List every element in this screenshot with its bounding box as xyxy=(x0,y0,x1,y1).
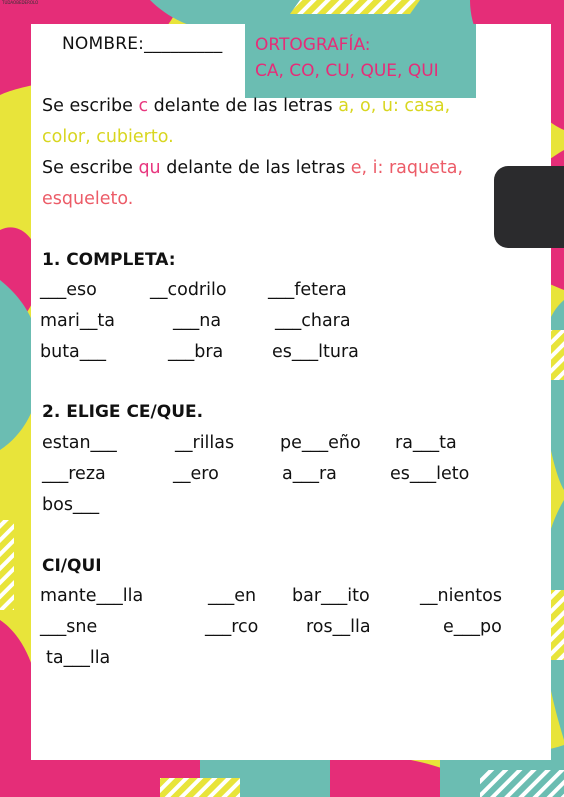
name-field-label: NOMBRE:_________ xyxy=(62,34,223,54)
exercise-word: bar___ito xyxy=(292,586,370,606)
rule2-text-a: Se escribe xyxy=(42,158,139,178)
exercise-word: a___ra xyxy=(282,464,337,484)
exercise-word: ta___lla xyxy=(46,648,111,668)
exercise-word: es___leto xyxy=(390,464,470,484)
exercise-word: mari__ta xyxy=(40,311,115,331)
exercise-word: mante___lla xyxy=(40,586,144,606)
rule-qu xyxy=(42,153,522,215)
rule2-vowels: e, i: raqueta, xyxy=(350,158,464,178)
section2-heading: 2. ELIGE CE/QUE. xyxy=(42,402,204,422)
exercise-word: ra___ta xyxy=(395,433,457,453)
exercise-word: pe___eño xyxy=(280,433,361,453)
rule2-letter: qu xyxy=(138,158,161,178)
exercise-word: estan___ xyxy=(42,433,117,453)
exercise-word: __rillas xyxy=(175,433,235,453)
rule1-examples: color, cubierto. xyxy=(42,127,174,147)
exercise-word: ___chara xyxy=(275,311,351,331)
exercise-word: ___eso xyxy=(40,280,97,300)
exercise-word: __codrilo xyxy=(150,280,227,300)
exercise-word: ___en xyxy=(208,586,257,606)
page-title xyxy=(255,32,439,84)
corner-tag: TUDAOBEDEROLO xyxy=(2,0,39,5)
exercise-word: __ero xyxy=(173,464,219,484)
exercise-word: es___ltura xyxy=(272,342,359,362)
rule2-examples: esqueleto. xyxy=(42,189,134,209)
rule1-vowels: a, o, u: casa, xyxy=(338,96,451,116)
rule1-text-a: Se escribe xyxy=(42,96,139,116)
rule1-letter: c xyxy=(138,96,149,116)
rule2-text-b: delante de las letras xyxy=(160,158,351,178)
exercise-word: ___fetera xyxy=(268,280,347,300)
exercise-word: ___sne xyxy=(40,617,98,637)
exercise-word: ___reza xyxy=(42,464,106,484)
exercise-word: ___na xyxy=(173,311,222,331)
title-box xyxy=(245,24,476,98)
rule1-text-b: delante de las letras xyxy=(148,96,339,116)
exercise-word: bos___ xyxy=(42,495,100,515)
section3-heading: CI/QUI xyxy=(42,556,102,576)
exercise-word: ___rco xyxy=(205,617,259,637)
exercise-word: ___bra xyxy=(168,342,224,362)
exercise-word: __nientos xyxy=(420,586,502,606)
exercise-word: buta___ xyxy=(40,342,107,362)
title-line-2: CA, CO, CU, QUE, QUI xyxy=(255,61,439,81)
exercise-word: e___po xyxy=(443,617,502,637)
section1-heading: 1. COMPLETA: xyxy=(42,250,176,270)
title-line-1: ORTOGRAFÍA: xyxy=(255,35,371,55)
exercise-word: ros__lla xyxy=(306,617,371,637)
rule-c xyxy=(42,91,522,153)
